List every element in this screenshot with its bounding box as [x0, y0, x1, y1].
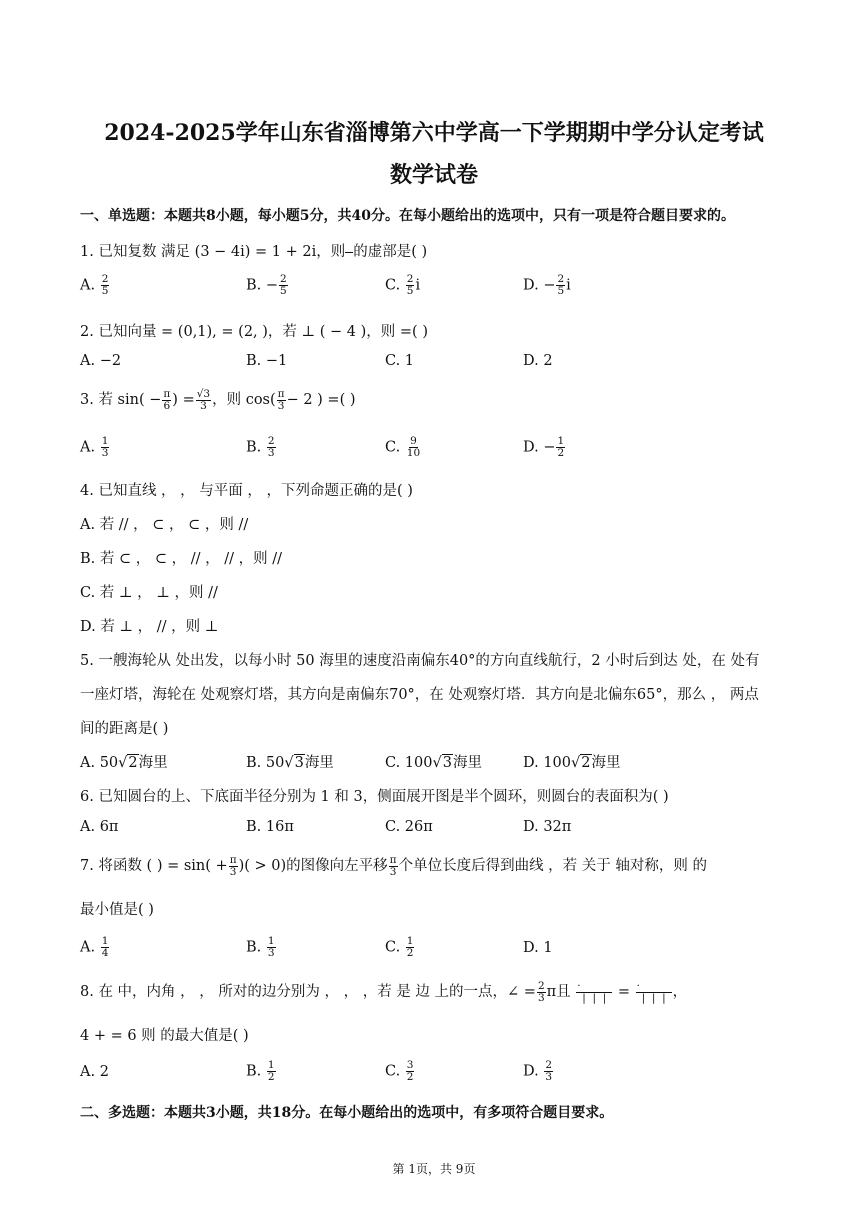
question-7-line-2: 最小值是( )	[80, 902, 154, 918]
option-4D: D. 若 ⊥ ， // ，则 ⊥	[80, 619, 219, 635]
question-4: 4. 已知直线 ， ， 与平面 ， ，下列命题正确的是( )	[80, 483, 413, 499]
page-subtitle: 数学试卷	[389, 162, 478, 188]
option-6C: C. 26π	[385, 819, 433, 835]
option-1B: B. − $\frac{2}{5}$	[246, 273, 287, 297]
option-7C: C. $\frac{1}{2}$	[385, 935, 414, 959]
option-1D: D. − $\frac{2}{5}$ i	[523, 273, 571, 297]
option-5A: A. 50√2海里	[80, 755, 168, 771]
page-footer: 第 1页，共 9页	[392, 1162, 476, 1176]
vector-ratio-right: $\frac{\cdot}{| | |}$	[636, 981, 672, 1004]
option-8A: A. 2	[80, 1064, 109, 1080]
question-8-line-2: 4 + = 6 则 的最大值是( )	[80, 1028, 249, 1044]
option-5C: C. 100√3海里	[385, 755, 482, 771]
option-2A: A. −2	[80, 353, 122, 369]
option-6D: D. 32π	[523, 819, 572, 835]
vector-ratio-left: $\frac{\cdot}{| | |}$	[576, 981, 612, 1004]
page-title: 2024-2025学年山东省淄博第六中学高一下学期期中学分认定考试	[104, 120, 764, 146]
option-5B: B. 50√3海里	[246, 755, 334, 771]
option-4B: B. 若 ⊂ ， ⊂ ， // ， // ，则 //	[80, 551, 282, 567]
question-2: 2. 已知向量 = (0,1), = (2, )，若 ⊥ ( − 4 )，则 =( )	[80, 324, 428, 340]
option-3B: B. $\frac{2}{3}$	[246, 435, 275, 459]
option-2C: C. 1	[385, 353, 415, 369]
option-2B: B. −1	[246, 353, 288, 369]
question-5-line-3: 间的距离是( )	[80, 721, 169, 737]
section-header-multi-choice: 二、多选题：本题共3小题，共18分。在每小题给出的选项中，有多项符合题目要求。	[80, 1105, 614, 1121]
option-2D: D. 2	[523, 353, 553, 369]
option-7B: B. $\frac{1}{3}$	[246, 935, 275, 959]
option-1A: A. $\frac{2}{5}$	[80, 273, 109, 297]
option-8B: B. $\frac{1}{2}$	[246, 1059, 275, 1083]
option-3A: A. $\frac{1}{3}$	[80, 435, 109, 459]
option-1C: C. $\frac{2}{5}$ i	[385, 273, 421, 297]
option-4A: A. 若 // ， ⊂ ， ⊂ ，则 //	[80, 517, 249, 533]
question-7-line-1: 7. 将函数 ( ) = sin( + $\frac{\pi}{3}$ )( > 0)的图像向左平移 $\frac{\pi}{3}$ 个单位长度后得到曲线 ，若 关于 轴对称，则 的	[80, 853, 708, 878]
option-6A: A. 6π	[80, 819, 119, 835]
question-8-line-1: 8. 在 中，内角 ， ， 所对的边分别为 ， ， ，若 是 边 上的一点，∠ = $\frac{2}{3}$ π且 $\frac{\cdot}{| | |}$ = $\frac{\cdot}{| | |}$ ，	[80, 979, 688, 1004]
question-1	[80, 240, 427, 261]
question-1-text: 1. 已知复数 满足 (3 − 4i) = 1 + 2i，则	[80, 244, 346, 260]
option-8C: C. $\frac{3}{2}$	[385, 1059, 414, 1083]
option-3D: D. − $\frac{1}{2}$	[523, 435, 565, 459]
option-5D: D. 100√2海里	[523, 755, 621, 771]
section-header-single-choice: 一、单选题：本题共8小题，每小题5分，共40分。在每小题给出的选项中，只有一项是符合题目要求的。	[80, 208, 735, 224]
question-5-line-1: 5. 一艘海轮从 处出发，以每小时 50 海里的速度沿南偏东40°的方向直线航行，2 小时后到达 处，在 处有	[80, 653, 760, 669]
option-3C: C. $\frac{9}{10}$	[385, 435, 421, 459]
question-5-line-2: 一座灯塔，海轮在 处观察灯塔，其方向是南偏东70°，在 处观察灯塔．其方向是北偏东65°，那么 ， 两点	[80, 687, 759, 703]
option-8D: D. $\frac{2}{3}$	[523, 1059, 553, 1083]
question-6: 6. 已知圆台的上、下底面半径分别为 1 和 3，侧面展开图是半个圆环，则圆台的表面积为( )	[80, 789, 669, 805]
option-6B: B. 16π	[246, 819, 294, 835]
option-7D: D. 1	[523, 940, 553, 956]
option-7A: A. $\frac{1}{4}$	[80, 935, 109, 959]
question-3: 3. 若 sin( − $\frac{\pi}{6}$ ) = $\frac{√3}{3}$ ，则 cos( $\frac{\pi}{3}$ − 2 ) =( )	[80, 387, 356, 412]
option-4C: C. 若 ⊥ ， ⊥ ，则 //	[80, 585, 218, 601]
question-1-text-end: 的虚部是( )	[353, 244, 428, 260]
